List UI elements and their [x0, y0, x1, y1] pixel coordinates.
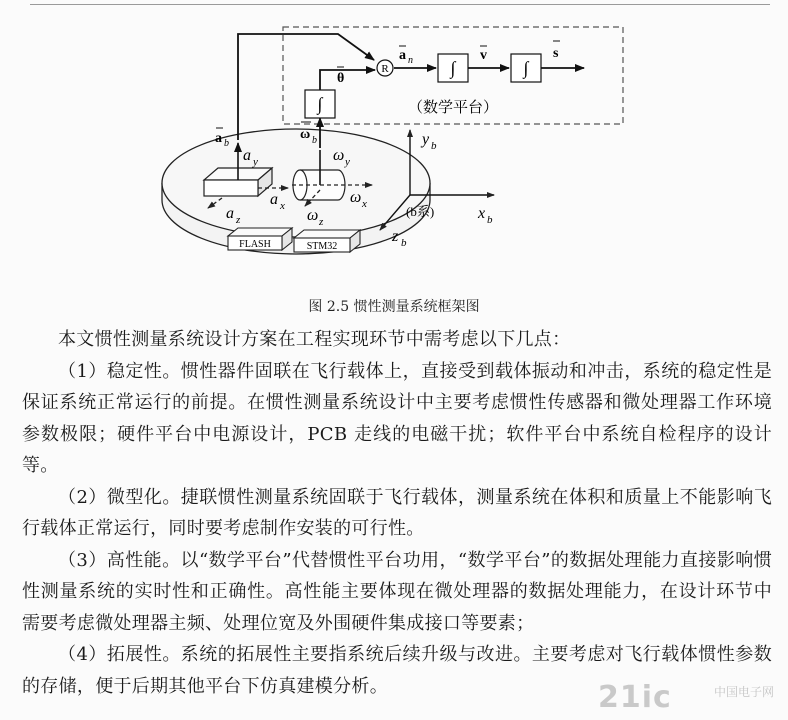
svg-text:v: v: [480, 48, 487, 63]
svg-text:a: a: [226, 205, 234, 222]
svg-text:ω: ω: [350, 189, 362, 206]
stm32-label: STM32: [306, 241, 338, 252]
math-platform-label: （数学平台）: [407, 100, 499, 116]
svg-text:z: z: [392, 228, 399, 245]
svg-text:b: b: [487, 214, 493, 226]
integrator-theta-label: ∫: [317, 94, 323, 114]
svg-text:b: b: [431, 140, 437, 152]
label-y-b: [420, 131, 437, 152]
svg-text:n: n: [408, 55, 413, 66]
svg-text:x: x: [478, 205, 486, 222]
figure-caption: 图 2.5 惯性测量系统框架图: [308, 299, 480, 315]
label-a-n: [399, 46, 413, 66]
body-text: [22, 324, 772, 702]
svg-text:a: a: [399, 48, 406, 63]
svg-text:y: y: [345, 156, 350, 168]
performance-paragraph: （3）高性能。以“数学平台”代替惯性平台功用，“数学平台”的数据处理能力直接影响惯性测量系统的实时性和正确性。高性能主要体现在微处理器的数据处理能力，在设计环节中需要考虑微处理器主频、处理位宽及外围硬件集成接口等要素；: [22, 549, 772, 634]
svg-text:ω: ω: [307, 207, 319, 224]
frame-label: (b系): [406, 204, 435, 219]
svg-text:a: a: [215, 131, 222, 146]
svg-text:b: b: [224, 138, 229, 149]
miniaturization-paragraph: （2）微型化。捷联惯性测量系统固联于飞行载体，测量系统在体积和质量上不能影响飞行载体正常运行，同时要考虑制作安装的可行性。: [22, 486, 772, 539]
flash-label: FLASH: [239, 239, 271, 250]
rotation-node-label: R: [381, 63, 389, 75]
svg-text:ω: ω: [333, 147, 345, 164]
svg-text:y: y: [253, 156, 258, 168]
system-framework-figure: [0, 0, 788, 296]
stability-paragraph: （1）稳定性。惯性器件固联在飞行载体上，直接受到载体振动和冲击，系统的稳定性是保证系统正常运行的前提。在惯性测量系统设计中主要考虑惯性传感器和微处理器工作环境参数极限；硬件平台中电源设计，PCB 走线的电磁干扰；软件平台中系统自检程序的设计等。: [22, 360, 772, 476]
integrator-velocity-label: ∫: [450, 58, 456, 78]
label-v: [480, 46, 487, 63]
svg-text:s: s: [553, 46, 559, 61]
watermark-subtitle: 中国电子网: [714, 685, 775, 699]
svg-text:x: x: [280, 200, 285, 212]
svg-text:y: y: [422, 131, 430, 148]
svg-text:b: b: [312, 135, 317, 146]
extensibility-paragraph: （4）拓展性。系统的拓展性主要指系统后续升级与改进。主要考虑对飞行载体惯性参数的存储，便于后期其他平台下仿真建模分析。: [22, 644, 772, 697]
svg-text:θ: θ: [337, 71, 345, 86]
svg-text:b: b: [401, 237, 407, 249]
theta-signal-line: [320, 70, 375, 90]
label-x-b: [477, 205, 493, 226]
svg-text:a: a: [270, 191, 278, 208]
svg-text:z: z: [236, 214, 241, 226]
svg-text:ω: ω: [300, 127, 311, 142]
integrator-position-label: ∫: [523, 58, 529, 78]
svg-text:z: z: [319, 216, 324, 228]
watermark-logo: 21ic: [598, 680, 672, 715]
intro-paragraph: 本文惯性测量系统设计方案在工程实现环节中需考虑以下几点：: [58, 329, 571, 350]
label-s: [553, 41, 560, 61]
svg-text:x: x: [362, 198, 367, 210]
svg-text:a: a: [243, 147, 251, 164]
